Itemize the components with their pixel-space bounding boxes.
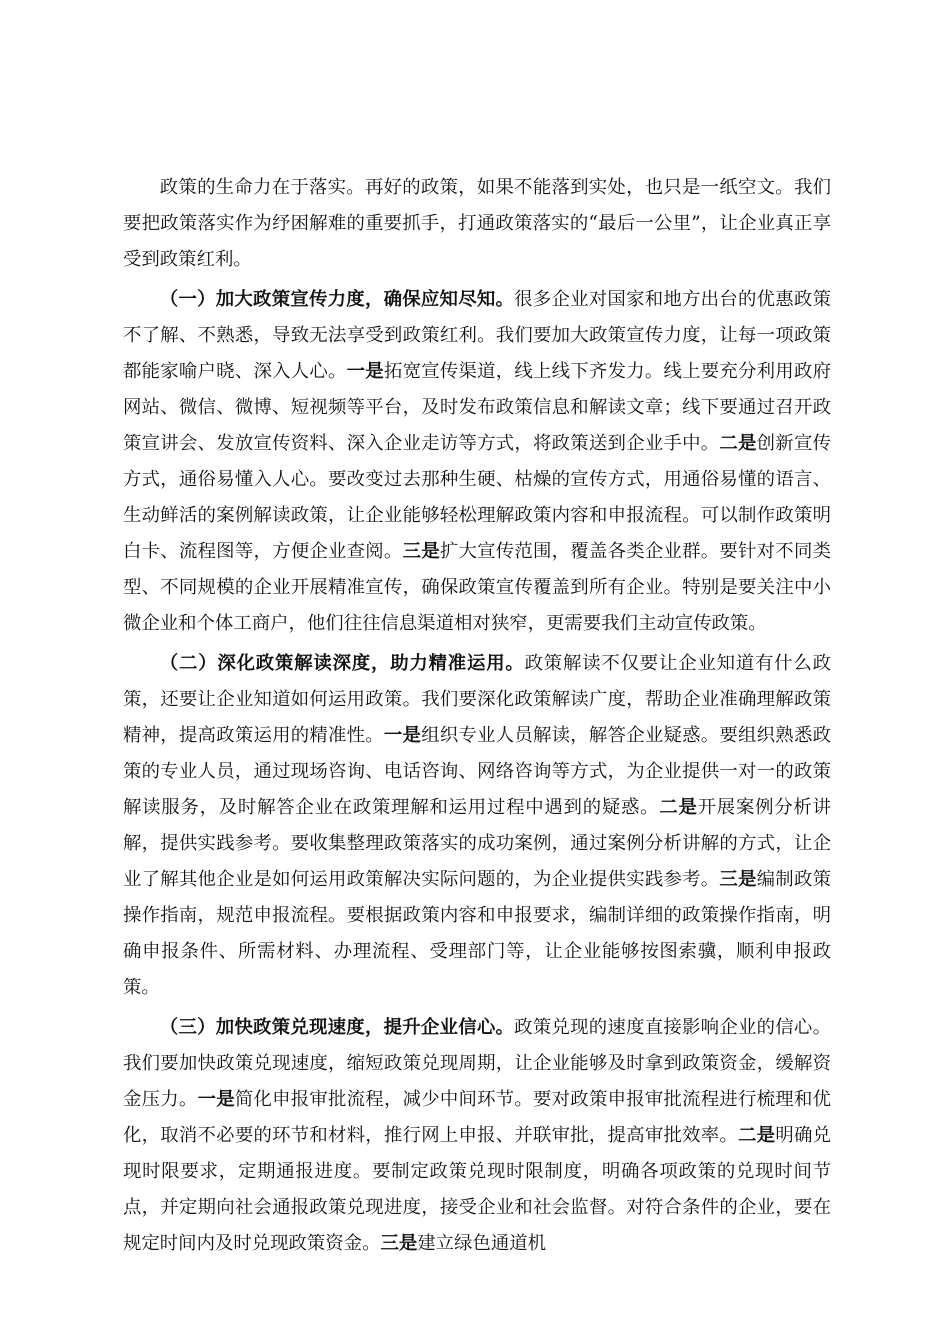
- section-3-point-1-text: 简化申报审批流程，减少中间环节。要对政策申报审批流程进行梳理和优化，取消不必要的环节和材料，推行网上申报、并联审批，提高审批效率。: [123, 1089, 831, 1146]
- section-2-point-1-text: 组织专业人员解读，解答企业疑惑。要组织熟悉政策的专业人员，通过现场咨询、电话咨询、网络咨询等方式，为企业提供一对一的政策解读服务，及时解答企业在政策理解和运用过程中遇到的疑惑。: [123, 725, 831, 818]
- section-2-point-1-marker: 一是: [383, 725, 422, 746]
- section-2-point-2-text: 开展案例分析讲解，提供实践参考。要收集整理政策落实的成功案例，通过案例分析讲解的方式，让企业了解其他企业是如何运用政策解决实际问题的，为企业提供实践参考。: [123, 797, 831, 890]
- section-1-point-2-text: 创新宣传方式，通俗易懂入人心。要改变过去那种生硬、枯燥的宣传方式，用通俗易懂的语言、生动鲜活的案例解读政策，让企业能够轻松理解政策内容和申报流程。可以制作政策明白卡、流程图等，方便企业查阅。: [123, 433, 831, 562]
- section-3-point-3-marker: 三是: [380, 1233, 418, 1254]
- section-2-point-3-text: 编制政策操作指南，规范申报流程。要根据政策内容和申报要求，编制详细的政策操作指南，明确申报条件、所需材料、办理流程、受理部门等，让企业能够按图索骥，顺利申报政策。: [123, 869, 831, 998]
- section-1-point-1-marker: 一是: [346, 361, 384, 382]
- section-3-point-2-text: 明确兑现时限要求，定期通报进度。要制定政策兑现时限制度，明确各项政策的兑现时间节点，并定期向社会通报政策兑现进度，接受企业和社会监督。对符合条件的企业，要在规定时间内及时兑现政策资金。: [123, 1125, 831, 1254]
- paragraph-section-1: [123, 282, 831, 642]
- paragraph-section-3: [123, 1010, 831, 1262]
- section-2-point-3-marker: 三是: [719, 869, 757, 890]
- section-1-lead: 很多企业对国家和地方出台的优惠政策不了解、不熟悉，导致无法享受到政策红利。我们要加大政策宣传力度，让每一项政策都能家喻户晓、深入人心。: [123, 289, 831, 382]
- section-3-point-2-marker: 二是: [738, 1125, 776, 1146]
- section-2-heading: （二）深化政策解读深度，助力精准运用。: [159, 653, 525, 674]
- section-3-point-1-marker: 一是: [197, 1089, 235, 1110]
- section-2-point-2-marker: 二是: [659, 797, 698, 818]
- section-1-point-3-marker: 三是: [402, 541, 440, 562]
- section-1-point-3-text: 扩大宣传范围，覆盖各类企业群。要针对不同类型、不同规模的企业开展精准宣传，确保政策宣传覆盖到所有企业。特别是要关注中小微企业和个体工商户，他们往往信息渠道相对狭窄，更需要我们主动宣传政策。: [123, 541, 831, 634]
- section-1-heading: （一）加大政策宣传力度，确保应知尽知。: [159, 289, 515, 310]
- document-page: [123, 170, 831, 1266]
- section-1-point-1-text: 拓宽宣传渠道，线上线下齐发力。线上要充分利用政府网站、微信、微博、短视频等平台，及时发布政策信息和解读文章；线下要通过召开政策宣讲会、发放宣传资料、深入企业走访等方式，将政策送到企业手中。: [123, 361, 831, 454]
- section-3-lead: 政策兑现的速度直接影响企业的信心。我们要加快政策兑现速度，缩短政策兑现周期，让企业能够及时拿到政策资金，缓解资金压力。: [123, 1017, 831, 1110]
- section-3-heading: （三）加快政策兑现速度，提升企业信心。: [159, 1017, 515, 1038]
- section-2-lead: 政策解读不仅要让企业知道有什么政策，还要让企业知道如何运用政策。我们要深化政策解读广度，帮助企业准确理解政策精神，提高政策运用的精准性。: [123, 653, 831, 746]
- intro-text: 政策的生命力在于落实。再好的政策，如果不能落到实处，也只是一纸空文。我们要把政策落实作为纾困解难的重要抓手，打通政策落实的“最后一公里”，让企业真正享受到政策红利。: [123, 177, 831, 270]
- paragraph-intro: [123, 170, 831, 278]
- section-3-point-3-text: 建立绿色通道机: [417, 1233, 547, 1254]
- paragraph-section-2: [123, 646, 831, 1006]
- section-1-point-2-marker: 二是: [719, 433, 757, 454]
